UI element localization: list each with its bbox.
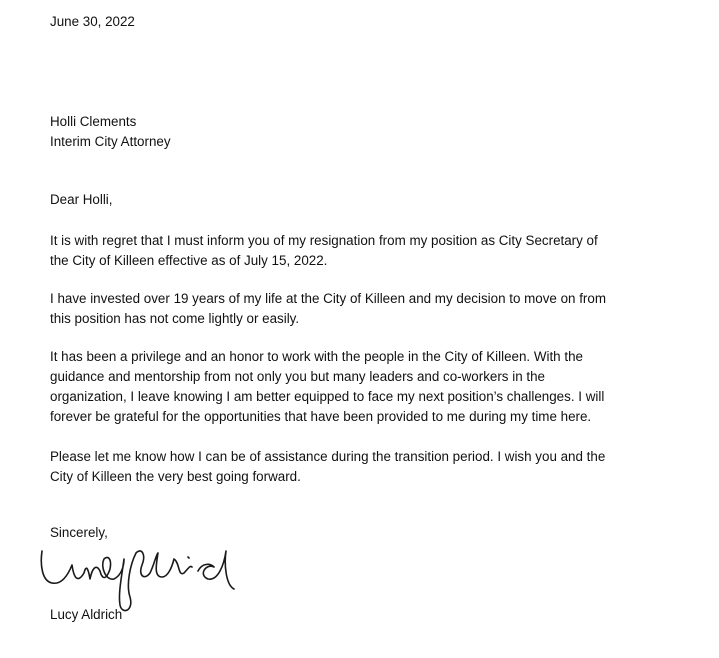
paragraph-2-line: this position has not come lightly or easily.	[50, 311, 300, 326]
paragraph-3-line: organization, I leave knowing I am better equipped to face my next position’s challenges. I will	[50, 389, 605, 404]
signer-name: Lucy Aldrich	[50, 607, 123, 622]
paragraph-1-line: the City of Killeen effective as of July 15, 2022.	[50, 253, 328, 268]
paragraph-3-line: forever be grateful for the opportunities that have been provided to me during my time here.	[50, 409, 592, 424]
paragraph-3-line: guidance and mentorship from not only you but many leaders and co-workers in the	[50, 369, 545, 384]
recipient-name: Holli Clements	[50, 114, 137, 129]
recipient-title: Interim City Attorney	[50, 134, 171, 149]
closing: Sincerely,	[50, 525, 108, 540]
paragraph-2-line: I have invested over 19 years of my life at the City of Killeen and my decision to move on from	[50, 291, 606, 306]
paragraph-3-line: It has been a privilege and an honor to work with the people in the City of Killeen. With the	[50, 349, 583, 364]
paragraph-4-line: City of Killeen the very best going forward.	[50, 469, 301, 484]
salutation: Dear Holli,	[50, 192, 113, 207]
paragraph-4-line: Please let me know how I can be of assistance during the transition period. I wish you and the	[50, 449, 606, 464]
paragraph-1-line: It is with regret that I must inform you of my resignation from my position as City Secretary of	[50, 233, 598, 248]
date: June 30, 2022	[50, 14, 135, 29]
